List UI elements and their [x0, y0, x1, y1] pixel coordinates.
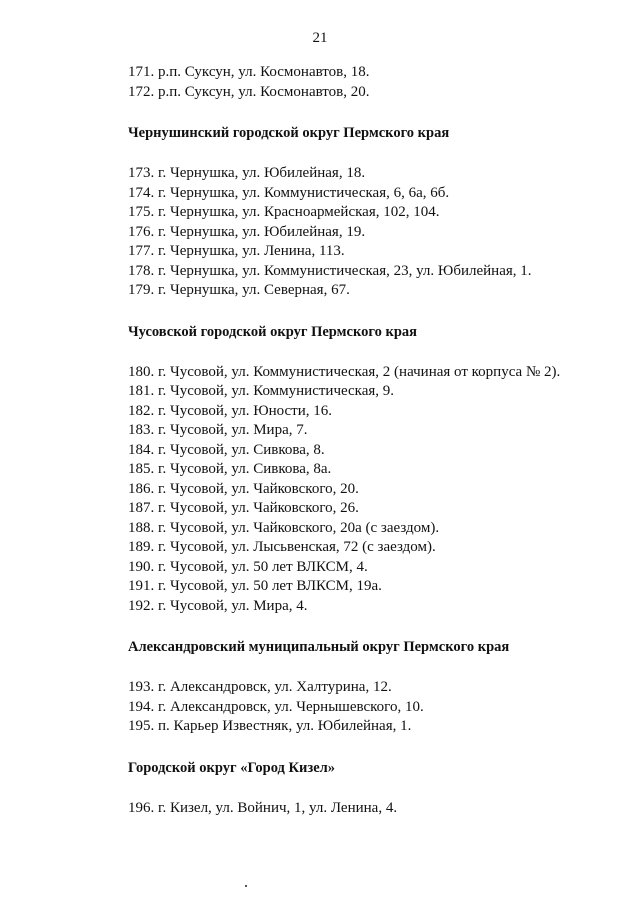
list-item: 179. г. Чернушка, ул. Северная, 67.	[128, 282, 350, 298]
list-item: 195. п. Карьер Известняк, ул. Юбилейная, 1.	[128, 718, 412, 734]
list-item: 172. р.п. Суксун, ул. Космонавтов, 20.	[128, 83, 370, 100]
scan-speck	[245, 885, 247, 887]
section-aleksandrovsk	[128, 638, 608, 737]
list-item: 173. г. Чернушка, ул. Юбилейная, 18.	[128, 165, 366, 181]
list-item: 186. г. Чусовой, ул. Чайковского, 20.	[128, 480, 359, 497]
section-kizel	[128, 759, 608, 819]
list-item: 189. г. Чусовой, ул. Лысьвенская, 72 (с заездом).	[128, 539, 436, 555]
list-item: 182. г. Чусовой, ул. Юности, 16.	[128, 402, 333, 419]
list-item: 183. г. Чусовой, ул. Мира, 7.	[128, 422, 308, 438]
list-item: 192. г. Чусовой, ул. Мира, 4.	[128, 597, 308, 614]
list-item: 184. г. Чусовой, ул. Сивкова, 8.	[128, 441, 325, 458]
page-number: 21	[312, 30, 328, 46]
list-item: 187. г. Чусовой, ул. Чайковского, 26.	[128, 500, 359, 516]
list-item: 193. г. Александровск, ул. Халтурина, 12.	[128, 679, 392, 695]
section-chernushka	[128, 124, 608, 301]
list-item: 178. г. Чернушка, ул. Коммунистическая, 23, ул. Юбилейная, 1.	[128, 262, 532, 279]
list-item: 181. г. Чусовой, ул. Коммунистическая, 9.	[128, 383, 395, 399]
list-item: 188. г. Чусовой, ул. Чайковского, 20а (с заездом).	[128, 519, 440, 536]
section-heading: Городской округ «Город Кизел»	[128, 759, 336, 776]
list-item: 194. г. Александровск, ул. Чернышевского, 10.	[128, 698, 424, 715]
section-heading: Чернушинский городской округ Пермского края	[128, 125, 450, 141]
list-item: 174. г. Чернушка, ул. Коммунистическая, 6, 6а, 6б.	[128, 184, 450, 201]
list-item: 190. г. Чусовой, ул. 50 лет ВЛКСМ, 4.	[128, 558, 368, 575]
list-item: 185. г. Чусовой, ул. Сивкова, 8а.	[128, 461, 332, 477]
list-item: 175. г. Чернушка, ул. Красноармейская, 102, 104.	[128, 204, 440, 220]
list-item: 196. г. Кизел, ул. Войнич, 1, ул. Ленина, 4.	[128, 799, 398, 816]
section-heading: Александровский муниципальный округ Пермского края	[128, 639, 510, 655]
list-item: 180. г. Чусовой, ул. Коммунистическая, 2 (начиная от корпуса № 2).	[128, 363, 561, 380]
list-item: 177. г. Чернушка, ул. Ленина, 113.	[128, 243, 345, 259]
section-heading: Чусовской городской округ Пермского края	[128, 323, 417, 340]
section-suksun	[128, 63, 608, 102]
list-item: 191. г. Чусовой, ул. 50 лет ВЛКСМ, 19а.	[128, 578, 382, 594]
list-item: 176. г. Чернушка, ул. Юбилейная, 19.	[128, 223, 366, 240]
document-body	[128, 63, 608, 818]
list-item: 171. р.п. Суксун, ул. Космонавтов, 18.	[128, 64, 370, 80]
section-chusovoy	[128, 323, 608, 617]
